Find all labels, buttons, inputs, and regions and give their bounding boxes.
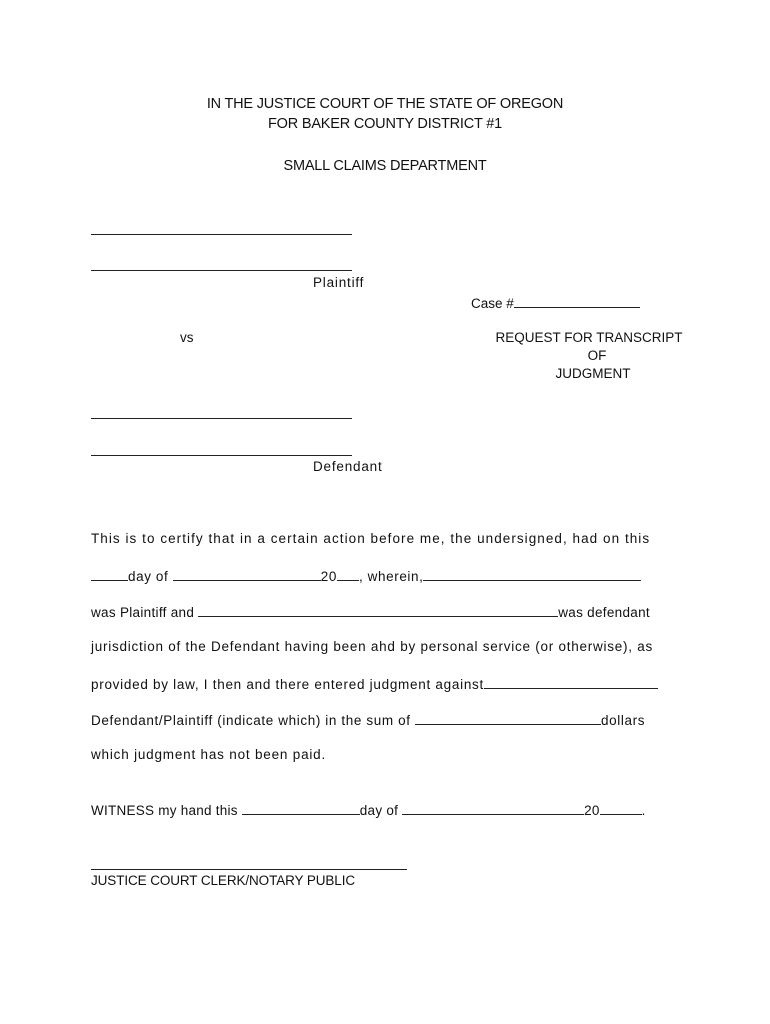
was-defendant-text: was defendant (558, 605, 650, 620)
clerk-signature-line[interactable] (91, 869, 407, 870)
defendant-name-line-1[interactable] (91, 418, 352, 419)
witness-month-blank[interactable] (402, 801, 584, 815)
plaintiff-label: Plaintiff (313, 275, 365, 290)
document-title-line2: OF (587, 348, 607, 363)
month-blank[interactable] (173, 567, 321, 581)
court-title-line1: IN THE JUSTICE COURT OF THE STATE OF OREGON (206, 96, 564, 112)
day-of-line (91, 567, 641, 585)
plaintiff-name-line-1[interactable] (91, 234, 352, 235)
jurisdiction-line: jurisdiction of the Defendant having been ahd by personal service (or otherwise), as (91, 639, 654, 654)
dollars-text: dollars (601, 713, 646, 728)
clerk-signature-label: JUSTICE COURT CLERK/NOTARY PUBLIC (91, 873, 356, 888)
judgment-against-blank[interactable] (484, 675, 658, 689)
wherein-blank[interactable] (423, 567, 641, 581)
wherein-text: , wherein, (358, 569, 424, 584)
witness-text: WITNESS my hand this (91, 803, 242, 818)
witness-period: . (641, 803, 646, 818)
witness-day-blank[interactable] (242, 801, 360, 815)
plaintiff-name-line-2[interactable] (91, 270, 352, 271)
court-title-line2: FOR BAKER COUNTY DISTRICT #1 (268, 116, 502, 132)
witness-line (91, 801, 646, 819)
case-number-label: Case # (471, 296, 514, 311)
parties-line (91, 603, 650, 621)
year-prefix-text: 20 (320, 569, 337, 584)
defendant-label: Defendant (313, 459, 383, 474)
defendant-party-blank[interactable] (198, 603, 558, 617)
case-number-blank[interactable] (514, 294, 640, 308)
was-plaintiff-text: was Plaintiff and (91, 605, 199, 620)
defendant-plaintiff-text: Defendant/Plaintiff (indicate which) in the sum of (91, 713, 416, 728)
sum-line (91, 711, 645, 729)
year-blank[interactable] (337, 567, 359, 581)
not-paid-line: which judgment has not been paid. (91, 747, 327, 762)
case-number-field (471, 294, 640, 312)
day-of-text: day of (128, 569, 173, 584)
judgment-against-line (91, 675, 658, 693)
witness-day-of-text: day of (359, 803, 403, 818)
vs-label: vs (180, 330, 194, 345)
day-blank[interactable] (91, 567, 128, 581)
defendant-name-line-2[interactable] (91, 455, 352, 456)
witness-year-blank[interactable] (600, 801, 642, 815)
certify-line: This is to certify that in a certain action before me, the undersigned, had on this (91, 531, 651, 546)
document-title-line3: JUDGMENT (555, 366, 631, 381)
department-title: SMALL CLAIMS DEPARTMENT (283, 158, 487, 174)
document-title-line1: REQUEST FOR TRANSCRIPT (495, 330, 683, 345)
provided-by-law-text: provided by law, I then and there entered judgment against (91, 677, 484, 692)
sum-blank[interactable] (415, 711, 601, 725)
witness-year-prefix: 20 (584, 803, 600, 818)
